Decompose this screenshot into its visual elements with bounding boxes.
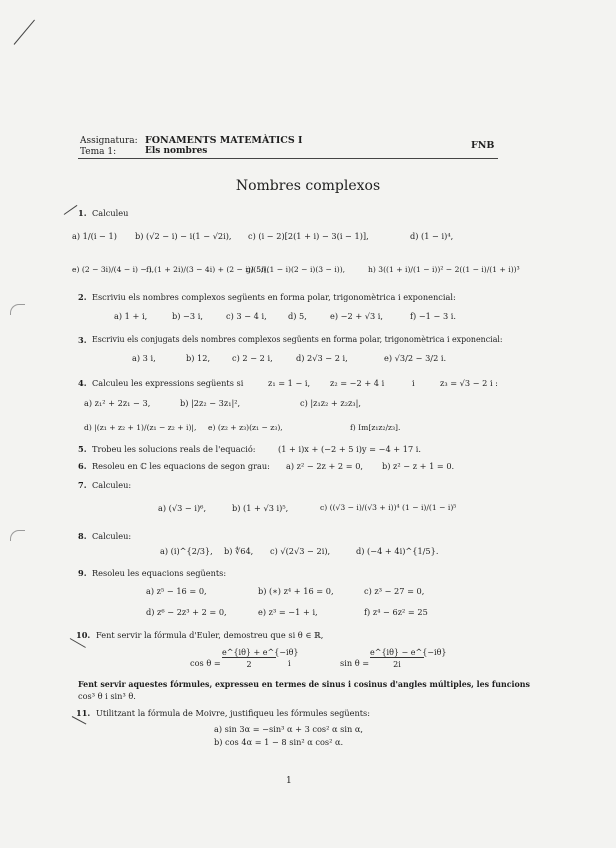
problem-prompt: Resoleu les equacions següents: (92, 568, 227, 578)
exercise-item: f) (1 + 2i)/(3 − 4i) + (2 − i)/(5i), (146, 265, 269, 274)
problem-prompt: Escriviu els nombres complexos següents en forma polar, trigonomètrica i exponencial: (92, 292, 456, 302)
exercise-item: a) 3 i, (132, 353, 156, 363)
exercise-item: e) (2 − 3i)/(4 − i) − i, (72, 265, 155, 274)
tick-mark (64, 205, 78, 215)
exercise-item: a) sin 3α = −sin³ α + 3 cos² α sin α, (214, 724, 363, 734)
exercise-item: a) 1/(i − 1) (72, 231, 117, 241)
exercise-item: e) (z₂ + z₃)(z₁ − z₃), (208, 423, 283, 432)
scan-edge-mark (10, 304, 25, 315)
formula-numerator: e^{iθ} − e^{−iθ} (370, 648, 447, 657)
formula-denominator: 2i (393, 660, 401, 669)
problem-number: 9. (78, 568, 87, 578)
follow-up-text: Fent servir aquestes fórmules, expresseu en termes de sinus i cosinus d'angles múltiples, les funcions (78, 680, 530, 689)
exercise-item: e) √3/2 − 3/2 i. (384, 353, 447, 363)
subject-name: FONAMENTS MATEMÀTICS I (145, 135, 303, 146)
exercise-item: b) z² − z + 1 = 0. (382, 461, 455, 471)
formula-left: sin θ = (340, 658, 370, 668)
exercise-item: c) 3 − 4 i, (226, 311, 267, 321)
problem-number: 4. (78, 378, 87, 388)
problem-number: 11. (76, 708, 91, 718)
exercise-item: d) |(z₁ + z₂ + 1)/(z₁ − z₂ + i)|, (84, 423, 197, 432)
exercise-item: b) |2z₂ − 3z₁|², (180, 398, 241, 408)
exercise-item: c) z³ − 27 = 0, (364, 586, 425, 596)
definition-item: z₂ = −2 + 4 i (330, 378, 385, 388)
exercise-item: b) 12, (186, 353, 211, 363)
problem-number: 6. (78, 461, 87, 471)
problem-prompt: Utilitzant la fórmula de Moivre, justifiqueu les fórmules següents: (96, 708, 371, 718)
exercise-item: d) (−4 + 4i)^{1/5}. (356, 546, 439, 556)
problem-number: 2. (78, 292, 87, 302)
equation: (1 + i)x + (−2 + 5 i)y = −4 + 17 i. (278, 444, 421, 454)
exercise-item: c) |z₁z₂ + z₂z₃|, (300, 398, 361, 408)
problem-prompt: Escriviu els conjugats dels nombres complexos següents en forma polar, trigonomètrica i exponencial: (92, 335, 503, 344)
exercise-item: c) 2 − 2 i, (232, 353, 273, 363)
topic-label: Tema 1: (80, 147, 117, 157)
conjunction: i (288, 658, 291, 668)
exercise-item: h) 3((1 + i)/(1 − i))² − 2((1 − i)/(1 + i))³ (368, 265, 520, 274)
definition-item: z₃ = √3 − 2 i : (440, 378, 498, 388)
exercise-item: a) 1 + i, (114, 311, 148, 321)
problem-prompt: Calculeu les expressions següents si (92, 378, 244, 388)
formula-left: cos θ = (190, 658, 221, 668)
exercise-item: e) −2 + √3 i, (330, 311, 384, 321)
follow-up-text: cos³ θ i sin³ θ. (78, 691, 136, 701)
exercise-item: e) z³ = −1 + i, (258, 607, 318, 617)
exercise-item: b) (1 + √3 i)⁵, (232, 503, 289, 513)
exercise-item: d) (1 − i)⁴, (410, 231, 454, 241)
exercise-item: b) −3 i, (172, 311, 203, 321)
page-number: 1 (286, 776, 292, 786)
problem-number: 10. (76, 630, 91, 640)
exercise-item: c) √(2√3 − 2i), (270, 546, 331, 556)
subject-label: Assignatura: (80, 136, 138, 146)
exercise-item: b) (∗) z⁴ + 16 = 0, (258, 586, 334, 596)
topic-name: Els nombres (145, 146, 208, 156)
page-title: Nombres complexos (235, 178, 381, 194)
problem-prompt: Resoleu en ℂ les equacions de segon grau: (92, 461, 270, 471)
problem-prompt: Fent servir la fórmula d'Euler, demostreu que si θ ∈ ℝ, (96, 630, 324, 640)
problem-prompt: Calculeu: (92, 480, 132, 490)
header-rule (78, 158, 498, 159)
formula-numerator: e^{iθ} + e^{−iθ} (222, 648, 299, 657)
exercise-item: f) −1 − 3 i. (410, 311, 456, 321)
exercise-item: d) z⁶ − 2z³ + 2 = 0, (146, 607, 227, 617)
scan-edge-mark (10, 530, 25, 541)
exercise-item: f) Im[z₁z₂/z₃]. (350, 423, 401, 432)
exercise-item: a) (i)^{2/3}, (160, 546, 213, 556)
exercise-item: a) z₁² + 2z₁ − 3, (84, 398, 151, 408)
pencil-slash-mark (14, 20, 35, 45)
problem-prompt: Trobeu les solucions reals de l'equació: (92, 444, 256, 454)
problem-prompt: Calculeu (92, 208, 129, 218)
course-code: FNB (471, 140, 495, 151)
exercise-item: d) 2√3 − 2 i, (296, 353, 348, 363)
problem-number: 3. (78, 335, 87, 345)
exercise-item: a) z² − 2z + 2 = 0, (286, 461, 364, 471)
exercise-item: d) 5, (288, 311, 307, 321)
exercise-item: a) (√3 − i)⁶, (158, 503, 207, 513)
exercise-item: a) z⁵ − 16 = 0, (146, 586, 207, 596)
problem-number: 8. (78, 531, 87, 541)
problem-number: 1. (78, 208, 87, 218)
formula-denominator: 2 (246, 660, 252, 669)
problem-number: 7. (78, 480, 87, 490)
exercise-item: f) z⁴ − 6z² = 25 (364, 607, 428, 617)
exercise-item: c) (i − 2)[2(1 + i) − 3(i − 1)], (248, 231, 369, 241)
exercise-item: b) ∜64, (224, 546, 254, 556)
definition-item: i (412, 378, 415, 388)
exercise-item: b) cos 4α = 1 − 8 sin² α cos² α. (214, 737, 344, 747)
exercise-item: b) (√2 − i) − i(1 − √2i), (135, 231, 232, 241)
definition-item: z₁ = 1 − i, (268, 378, 311, 388)
exercise-item: g) 5/((1 − i)(2 − i)(3 − i)), (246, 265, 346, 274)
problem-number: 5. (78, 444, 87, 454)
problem-prompt: Calculeu: (92, 531, 132, 541)
exercise-item: c) ((√3 − i)/(√3 + i))⁴ (1 − i)/(1 − i)⁵ (320, 503, 457, 512)
